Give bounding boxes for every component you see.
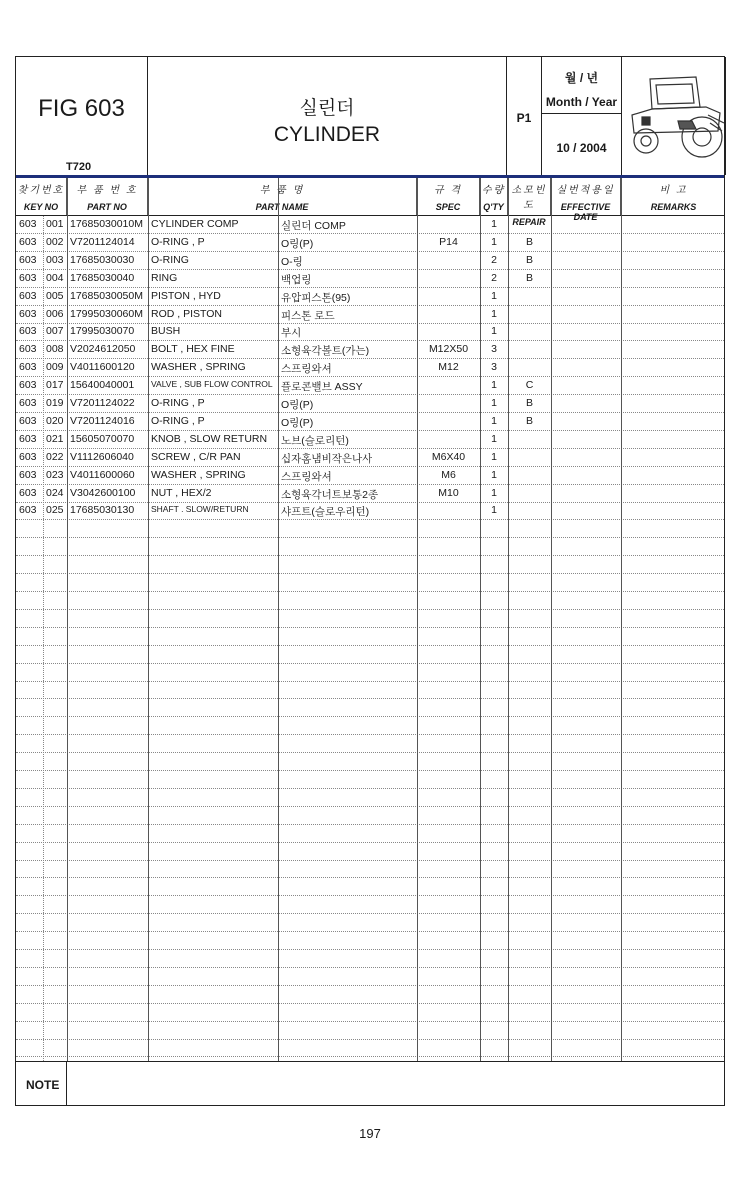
cell-repair: C bbox=[525, 379, 534, 392]
table-row bbox=[16, 431, 724, 449]
blank-row bbox=[16, 950, 724, 968]
cell-name-en: O-RING , P bbox=[151, 397, 205, 409]
blank-row bbox=[16, 681, 724, 699]
cell-key-b: 002 bbox=[46, 235, 64, 248]
column-header bbox=[508, 178, 551, 227]
cell-key-b: 017 bbox=[46, 379, 64, 392]
column-divider bbox=[278, 178, 279, 1061]
month-year-label: Month / Year bbox=[542, 95, 621, 114]
cell-qty: 3 bbox=[491, 361, 497, 374]
cell-qty: 1 bbox=[491, 325, 497, 338]
column-header bbox=[148, 178, 417, 215]
blank-row bbox=[16, 610, 724, 628]
cell-key-a: 603 bbox=[19, 379, 37, 392]
column-divider bbox=[43, 216, 44, 1061]
cell-qty: 1 bbox=[491, 468, 497, 481]
cell-name-ko: O링(P) bbox=[281, 399, 314, 411]
column-header-korean: 부 품 명 bbox=[259, 185, 305, 196]
column-header-english: EFFECTIVE DATE bbox=[560, 202, 611, 222]
title-english: CYLINDER bbox=[273, 123, 381, 146]
tractor-illustration bbox=[622, 57, 726, 175]
blank-row bbox=[16, 1039, 724, 1057]
cell-name-ko: 스프링와셔 bbox=[281, 363, 332, 376]
cell-name-ko: 십자홈냄비작은나사 bbox=[281, 452, 373, 465]
blank-row bbox=[16, 717, 724, 735]
cell-part-no: V7201124014 bbox=[70, 235, 135, 248]
blank-row bbox=[16, 753, 724, 771]
cell-name-en: O-RING bbox=[151, 253, 189, 266]
blank-row bbox=[16, 592, 724, 610]
tractor-icon bbox=[622, 57, 726, 175]
page-number: 197 bbox=[359, 1126, 381, 1141]
table-row bbox=[16, 234, 724, 252]
column-divider bbox=[621, 178, 622, 1061]
column-header-korean: 찾기번호 bbox=[17, 185, 65, 196]
column-header bbox=[480, 178, 508, 215]
cell-key-a: 603 bbox=[19, 289, 37, 302]
column-divider bbox=[551, 178, 552, 1061]
table-row bbox=[16, 395, 724, 413]
cell-qty: 1 bbox=[491, 414, 497, 427]
cell-name-ko: 스프링와셔 bbox=[281, 470, 332, 483]
cell-part-no: V3042600100 bbox=[70, 486, 136, 499]
cell-name-ko: 피스톤 로드 bbox=[281, 309, 335, 322]
table-row bbox=[16, 341, 724, 359]
table-row bbox=[16, 413, 724, 431]
column-header-english: REMARKS bbox=[650, 202, 697, 212]
table-row bbox=[16, 306, 724, 324]
cell-part-no: 15640040001 bbox=[70, 379, 135, 392]
cell-name-en: SCREW , C/R PAN bbox=[151, 450, 241, 463]
blank-row bbox=[16, 699, 724, 717]
cell-spec: M12X50 bbox=[428, 343, 469, 356]
cell-key-b: 008 bbox=[46, 343, 64, 356]
blank-row bbox=[16, 932, 724, 950]
blank-row bbox=[16, 556, 724, 574]
cell-name-ko: O링(P) bbox=[281, 416, 314, 429]
cell-spec: M12 bbox=[438, 361, 459, 374]
cell-qty: 1 bbox=[491, 379, 497, 392]
table-row bbox=[16, 359, 724, 377]
cell-repair: B bbox=[525, 414, 533, 427]
page-box bbox=[507, 57, 542, 175]
table-row bbox=[16, 270, 724, 288]
cell-qty: 1 bbox=[491, 289, 497, 302]
cell-qty: 1 bbox=[491, 218, 497, 230]
cell-qty: 2 bbox=[491, 271, 497, 284]
cell-spec: P14 bbox=[439, 235, 458, 248]
column-header bbox=[417, 178, 480, 215]
cell-key-a: 603 bbox=[19, 504, 37, 517]
issue-date: 10 / 2004 bbox=[556, 141, 607, 155]
column-header-english: PART NO bbox=[87, 202, 127, 212]
cell-key-b: 019 bbox=[46, 397, 64, 409]
cell-key-b: 025 bbox=[46, 504, 64, 517]
blank-row bbox=[16, 664, 724, 682]
cell-repair: B bbox=[525, 271, 533, 284]
cell-key-a: 603 bbox=[19, 432, 37, 445]
cell-key-a: 603 bbox=[19, 468, 37, 481]
cell-name-ko: 소형육각너트보통2종 bbox=[281, 488, 379, 501]
cell-name-ko: 소형육각볼트(가는) bbox=[281, 345, 370, 358]
blank-row bbox=[16, 860, 724, 878]
cell-part-no: V7201124016 bbox=[70, 414, 135, 427]
cell-qty: 1 bbox=[491, 432, 497, 445]
column-header bbox=[551, 178, 621, 222]
cell-qty: 1 bbox=[491, 397, 497, 409]
cell-qty: 2 bbox=[491, 253, 497, 266]
cell-qty: 1 bbox=[491, 450, 497, 463]
cell-key-b: 022 bbox=[46, 450, 64, 463]
figure-box bbox=[16, 57, 148, 175]
cell-part-no: V7201124022 bbox=[70, 397, 135, 409]
cell-name-en: NUT , HEX/2 bbox=[151, 486, 212, 499]
blank-row bbox=[16, 896, 724, 914]
parts-list-sheet bbox=[15, 56, 725, 1106]
blank-row bbox=[16, 1004, 724, 1022]
cell-spec: M10 bbox=[438, 486, 459, 499]
cell-part-no: 15605070070 bbox=[70, 432, 135, 445]
blank-row bbox=[16, 807, 724, 825]
date-box bbox=[542, 57, 622, 175]
cell-part-no: V4011600060 bbox=[70, 468, 135, 481]
cell-name-ko: 백업링 bbox=[281, 273, 312, 286]
cell-name-ko: O링(P) bbox=[281, 237, 314, 250]
cell-key-a: 603 bbox=[19, 235, 37, 248]
column-header-korean: 비 고 bbox=[659, 185, 688, 196]
blank-row bbox=[16, 1022, 724, 1040]
cell-name-en: PISTON , HYD bbox=[151, 289, 221, 302]
cell-name-ko: 플로콘밸브 ASSY bbox=[281, 381, 363, 394]
cell-key-b: 023 bbox=[46, 468, 64, 481]
month-year-korean: 월 / 년 bbox=[564, 71, 599, 85]
blank-row bbox=[16, 914, 724, 932]
cell-name-en: WASHER , SPRING bbox=[151, 468, 246, 481]
column-divider bbox=[508, 178, 509, 1061]
cell-key-b: 024 bbox=[46, 486, 64, 499]
cell-name-ko: 부시 bbox=[281, 327, 302, 340]
blank-row bbox=[16, 789, 724, 807]
cell-name-ko: 유압피스톤(95) bbox=[281, 291, 351, 304]
column-header-korean: 소모빈도 bbox=[511, 185, 547, 211]
sheet-header bbox=[16, 57, 724, 178]
table-row bbox=[16, 252, 724, 270]
cell-name-en: O-RING , P bbox=[151, 235, 205, 248]
cell-key-a: 603 bbox=[19, 486, 37, 499]
cell-spec: M6 bbox=[441, 468, 456, 481]
cell-name-ko: 노브(슬로리턴) bbox=[281, 434, 349, 447]
cell-part-no: V1112606040 bbox=[70, 450, 134, 463]
cell-qty: 1 bbox=[491, 307, 497, 320]
column-divider bbox=[417, 178, 418, 1061]
cell-key-b: 021 bbox=[46, 432, 64, 445]
cell-key-a: 603 bbox=[19, 343, 37, 356]
cell-name-en: ROD , PISTON bbox=[151, 307, 222, 320]
column-header bbox=[621, 178, 726, 215]
table-row bbox=[16, 449, 724, 467]
cell-part-no: 17995030070 bbox=[70, 325, 135, 338]
cell-name-ko: 샤프트(슬로우리턴) bbox=[281, 506, 370, 519]
column-header-english: Q'TY bbox=[483, 202, 504, 212]
cell-key-a: 603 bbox=[19, 397, 37, 409]
blank-row bbox=[16, 968, 724, 986]
cell-key-a: 603 bbox=[19, 271, 37, 284]
cell-key-b: 005 bbox=[46, 289, 64, 302]
column-header-english: REPAIR bbox=[512, 217, 546, 227]
blank-row bbox=[16, 878, 724, 896]
cell-name-en: SHAFT . SLOW/RETURN bbox=[151, 504, 249, 515]
cell-spec: M6X40 bbox=[431, 450, 466, 463]
cell-key-b: 007 bbox=[46, 325, 64, 338]
cell-repair: B bbox=[525, 253, 533, 266]
cell-key-a: 603 bbox=[19, 218, 37, 230]
blank-row bbox=[16, 538, 724, 556]
cell-key-a: 603 bbox=[19, 414, 37, 427]
cell-name-ko: O-링 bbox=[281, 255, 303, 268]
cell-key-a: 603 bbox=[19, 253, 37, 266]
cell-name-en: VALVE , SUB FLOW CONTROL bbox=[151, 379, 273, 390]
blank-row bbox=[16, 771, 724, 789]
blank-row bbox=[16, 574, 724, 592]
column-header-korean: 수량 bbox=[481, 185, 506, 196]
title-box bbox=[148, 57, 507, 175]
blank-row bbox=[16, 520, 724, 538]
cell-repair: B bbox=[525, 235, 533, 248]
cell-qty: 1 bbox=[491, 486, 497, 499]
table-row bbox=[16, 288, 724, 306]
title-korean: 실린더 bbox=[299, 98, 355, 119]
cell-part-no: 17685030050M bbox=[70, 289, 143, 302]
column-header-english: SPEC bbox=[435, 202, 461, 212]
column-header-english: PART NAME bbox=[255, 202, 309, 212]
cell-part-no: 17685030040 bbox=[70, 271, 135, 284]
cell-name-en: KNOB , SLOW RETURN bbox=[151, 432, 268, 445]
cell-key-b: 009 bbox=[46, 361, 64, 374]
column-header-korean: 부 품 번 호 bbox=[76, 185, 138, 196]
table-row bbox=[16, 502, 724, 520]
cell-key-b: 006 bbox=[46, 307, 64, 320]
column-header-korean: 규 격 bbox=[433, 185, 463, 196]
cell-name-en: RING bbox=[151, 271, 178, 284]
cell-part-no: V2024612050 bbox=[70, 343, 136, 356]
cell-key-b: 003 bbox=[46, 253, 64, 266]
cell-key-a: 603 bbox=[19, 361, 37, 374]
cell-name-en: BUSH bbox=[151, 325, 181, 338]
cell-key-b: 004 bbox=[46, 271, 64, 284]
table-row bbox=[16, 467, 724, 485]
column-divider bbox=[67, 178, 68, 1061]
blank-row bbox=[16, 825, 724, 843]
page-label: P1 bbox=[516, 111, 532, 125]
cell-name-en: BOLT , HEX FINE bbox=[151, 343, 235, 356]
table-row bbox=[16, 323, 724, 341]
cell-name-en: O-RING , P bbox=[151, 414, 205, 427]
table-row bbox=[16, 377, 724, 395]
note-box bbox=[16, 1061, 724, 1107]
model-name: T720 bbox=[66, 161, 92, 173]
blank-row bbox=[16, 646, 724, 664]
cell-qty: 3 bbox=[491, 343, 497, 356]
cell-part-no: 17685030030 bbox=[70, 253, 135, 266]
cell-name-en: CYLINDER COMP bbox=[151, 218, 239, 230]
figure-number: FIG 603 bbox=[38, 95, 125, 122]
cell-part-no: 17995030060M bbox=[70, 307, 143, 320]
table-row bbox=[16, 485, 724, 503]
column-divider bbox=[148, 178, 149, 1061]
column-divider bbox=[480, 178, 481, 1061]
cell-qty: 1 bbox=[491, 504, 497, 517]
cell-part-no: V4011600120 bbox=[70, 361, 135, 374]
cell-key-b: 001 bbox=[46, 218, 64, 230]
cell-name-ko: 실린더 COMP bbox=[281, 220, 346, 232]
blank-row bbox=[16, 628, 724, 646]
column-header bbox=[16, 178, 67, 215]
cell-key-b: 020 bbox=[46, 414, 64, 427]
cell-name-en: WASHER , SPRING bbox=[151, 361, 246, 374]
blank-row bbox=[16, 986, 724, 1004]
note-label: NOTE bbox=[26, 1078, 60, 1092]
column-header-english: KEY NO bbox=[23, 202, 59, 212]
blank-row bbox=[16, 735, 724, 753]
cell-key-a: 603 bbox=[19, 450, 37, 463]
cell-key-a: 603 bbox=[19, 307, 37, 320]
column-header-korean: 실번적용일 bbox=[556, 185, 615, 196]
cell-repair: B bbox=[525, 397, 533, 409]
cell-key-a: 603 bbox=[19, 325, 37, 338]
cell-qty: 1 bbox=[491, 235, 497, 248]
cell-part-no: 17685030130 bbox=[70, 504, 135, 517]
blank-row bbox=[16, 843, 724, 861]
table-row bbox=[16, 216, 724, 234]
cell-part-no: 17685030010M bbox=[70, 218, 143, 230]
column-header bbox=[67, 178, 148, 215]
